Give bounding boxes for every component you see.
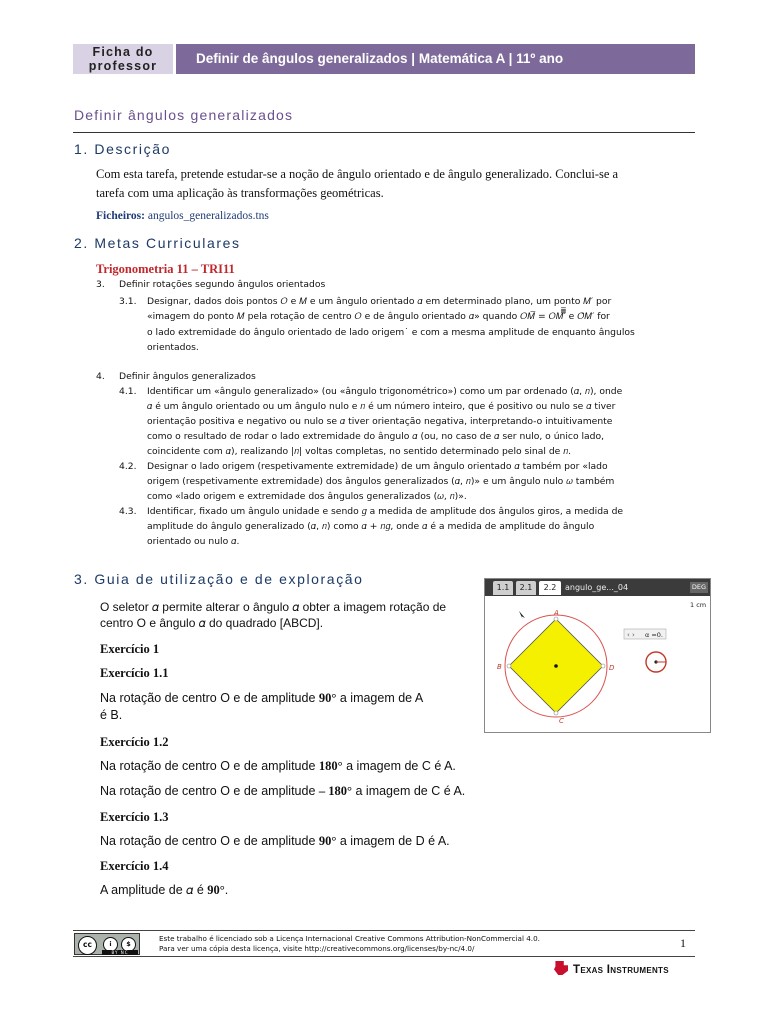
exercise-1-1-heading: Exercício 1.1 <box>100 666 169 680</box>
license-line-2: Para ver uma cópia desta licença, visite http://creativecommons.org/licenses/by-nc/4.0/ <box>159 944 475 953</box>
exercise-1-1-text: Na rotação de centro O e de amplitude 90° a imagem de A <box>100 691 424 705</box>
vertex-a[interactable] <box>554 617 558 621</box>
goal-3-1-line: o lado extremidade do ângulo orientado de lado origem˙ e com a mesma amplitude de enquanto ângulos <box>147 327 635 338</box>
goals-domain: Trigonometria 11 – TRI11 <box>96 262 235 276</box>
tab-1-1[interactable]: 1.1 <box>493 581 513 595</box>
files-link[interactable]: angulos_generalizados.tns <box>147 210 269 222</box>
goal-3-1-line: Designar, dados dois pontos 𝑂 e 𝑀 e um ângulo orientado 𝛼 em determinado plano, um ponto 𝑀′ por <box>147 296 612 307</box>
tinspire-tab-bar <box>485 579 711 596</box>
goal-4-1-line: 𝛼 é um ângulo orientado ou um ângulo nulo e 𝑛 é um número inteiro, que é positivo ou nulo se 𝛼 tiver <box>147 401 616 412</box>
goal-4-1-line: Identificar um «ângulo generalizado» (ou «ângulo trigonométrico») como um par ordenado (𝛼, 𝑛), onde <box>147 386 623 397</box>
slider-arrows-icon: ‹ › <box>627 631 635 639</box>
guide-intro-line-2: centro O e ângulo 𝛼 do quadrado [ABCD]. <box>100 616 324 630</box>
exercise-1-2-heading: Exercício 1.2 <box>100 735 169 749</box>
label-d: D <box>609 664 615 672</box>
tab-2-2[interactable]: 2.2 <box>539 581 561 595</box>
goal-4-title: Definir ângulos generalizados <box>119 371 256 382</box>
exercise-1-4-heading: Exercício 1.4 <box>100 859 169 873</box>
goal-4-2-number: 4.2. <box>119 461 137 472</box>
goal-3-title: Definir rotações segundo ângulos orientados <box>119 279 326 290</box>
cc-terms-bar: BY NC <box>102 950 138 955</box>
cc-icon: cc <box>78 936 97 955</box>
exercise-1-4-text: A amplitude de 𝛼 é 90°. <box>100 883 229 897</box>
goal-4-1-line: coincidente com 𝛼), realizando |𝑛| voltas completas, no sentido determinado pelo sinal de 𝑛. <box>147 446 572 457</box>
geometry-canvas <box>485 596 711 733</box>
goal-4-number: 4. <box>96 371 105 382</box>
exercise-1-3-text: Na rotação de centro O e de amplitude 90° a imagem de D é A. <box>100 834 450 848</box>
vertex-d[interactable] <box>601 664 605 668</box>
vertex-b[interactable] <box>507 664 511 668</box>
attribution-icon: i <box>103 937 118 952</box>
exercise-1-2-text-a: Na rotação de centro O e de amplitude 180° a imagem de C é A. <box>100 759 456 773</box>
goal-4-1-line: como o resultado de rodar o lado extremidade do ângulo 𝛼 (ou, no caso de 𝛼 ser nulo, o único lado, <box>147 431 605 442</box>
tinspire-screenshot <box>484 578 711 733</box>
exercise-1-3-heading: Exercício 1.3 <box>100 810 169 824</box>
document-title: Definir ângulos generalizados <box>74 107 294 123</box>
goal-3-1-number: 3.1. <box>119 296 137 307</box>
goal-4-3-line: Identificar, fixado um ângulo unidade e sendo 𝑔 a medida de amplitude dos ângulos giros, a medida de <box>147 506 624 517</box>
pointer-icon <box>519 611 525 620</box>
vertex-c[interactable] <box>554 711 558 715</box>
description-line-2: tarefa com uma aplicação às transformações geométricas. <box>96 186 384 200</box>
goal-4-1-line: orientação positiva e negativo ou nulo se 𝛼 tiver orientação negativa, interpretando-o intuitivamente <box>147 416 613 427</box>
files-label: Ficheiros: <box>96 210 145 222</box>
exercise-1-2-text-b: Na rotação de centro O e de amplitude – 180° a imagem de C é A. <box>100 784 466 798</box>
files-row <box>96 207 269 226</box>
goal-4-3-line: amplitude do ângulo generalizado (𝛼, 𝑛) como 𝛼 + 𝑛𝑔, onde 𝛼 é a medida de amplitude do ângulo <box>147 521 595 532</box>
label-b: B <box>497 663 502 671</box>
goal-3-1-line: orientados. <box>147 342 199 353</box>
section-heading-goals: 2. Metas Curriculares <box>74 235 241 251</box>
header-label: Ficha do professor <box>73 44 173 74</box>
exercise-1-1-text-cont: é B. <box>100 708 123 722</box>
noncommercial-icon: $ <box>121 937 136 952</box>
center-point-o <box>554 664 558 668</box>
goal-4-2-line: como «lado origem e extremidade dos ângulos generalizados (𝜔, 𝑛)». <box>147 491 467 502</box>
guide-intro-line-1: O seletor 𝛼 permite alterar o ângulo 𝛼 obter a imagem rotação de <box>100 600 447 614</box>
label-c: C <box>559 717 564 725</box>
angle-mode-badge: DEG <box>691 583 706 591</box>
unit-label: 1 cm <box>690 601 707 609</box>
slider-label: α =0. <box>645 631 663 639</box>
label-a: A <box>554 609 559 617</box>
section-heading-guide: 3. Guia de utilização e de exploração <box>74 571 364 587</box>
goal-4-1-number: 4.1. <box>119 386 137 397</box>
goal-4-2-line: origem (respetivamente extremidade) dos ângulos generalizados (𝛼, 𝑛)» e um ângulo nulo 𝜔 também <box>147 476 615 487</box>
exercise-1-heading: Exercício 1 <box>100 642 160 656</box>
tab-2-1[interactable]: 2.1 <box>516 581 536 595</box>
goal-4-2-line: Designar o lado origem (respetivamente extremidade) de um ângulo orientado 𝛼 também por «lado <box>147 461 608 472</box>
license-line-1: Este trabalho é licenciado sob a Licença Internacional Creative Commons Attribution-NonCommercial 4.0. <box>159 934 540 943</box>
goal-3-number: 3. <box>96 279 105 290</box>
license-footer <box>73 930 695 957</box>
header-title: Definir de ângulos generalizados | Matemática A | 11º ano <box>176 44 695 74</box>
title-divider <box>73 132 695 133</box>
goal-3-1-line: «imagem do ponto 𝑀 pela rotação de centro 𝑂 e de ângulo orientado 𝛼» quando 𝑂𝑀̅̅̅̅ = 𝑂𝑀′̅̅̅̅̅ e 𝑂̂𝑀′ for <box>147 311 610 322</box>
section-heading-description: 1. Descrição <box>74 141 172 157</box>
cc-license-badge[interactable] <box>74 933 140 955</box>
page-number: 1 <box>680 936 686 950</box>
file-title: angulo_ge..._04 <box>565 583 629 592</box>
goal-4-3-number: 4.3. <box>119 506 137 517</box>
ti-state-icon <box>554 961 568 975</box>
texas-instruments-logo: Texas Instruments <box>554 961 669 976</box>
goal-4-3-line: orientado ou nulo 𝛼. <box>147 536 240 547</box>
description-line-1: Com esta tarefa, pretende estudar-se a noção de ângulo orientado e de ângulo generalizado. Conclui-se a <box>96 167 619 181</box>
